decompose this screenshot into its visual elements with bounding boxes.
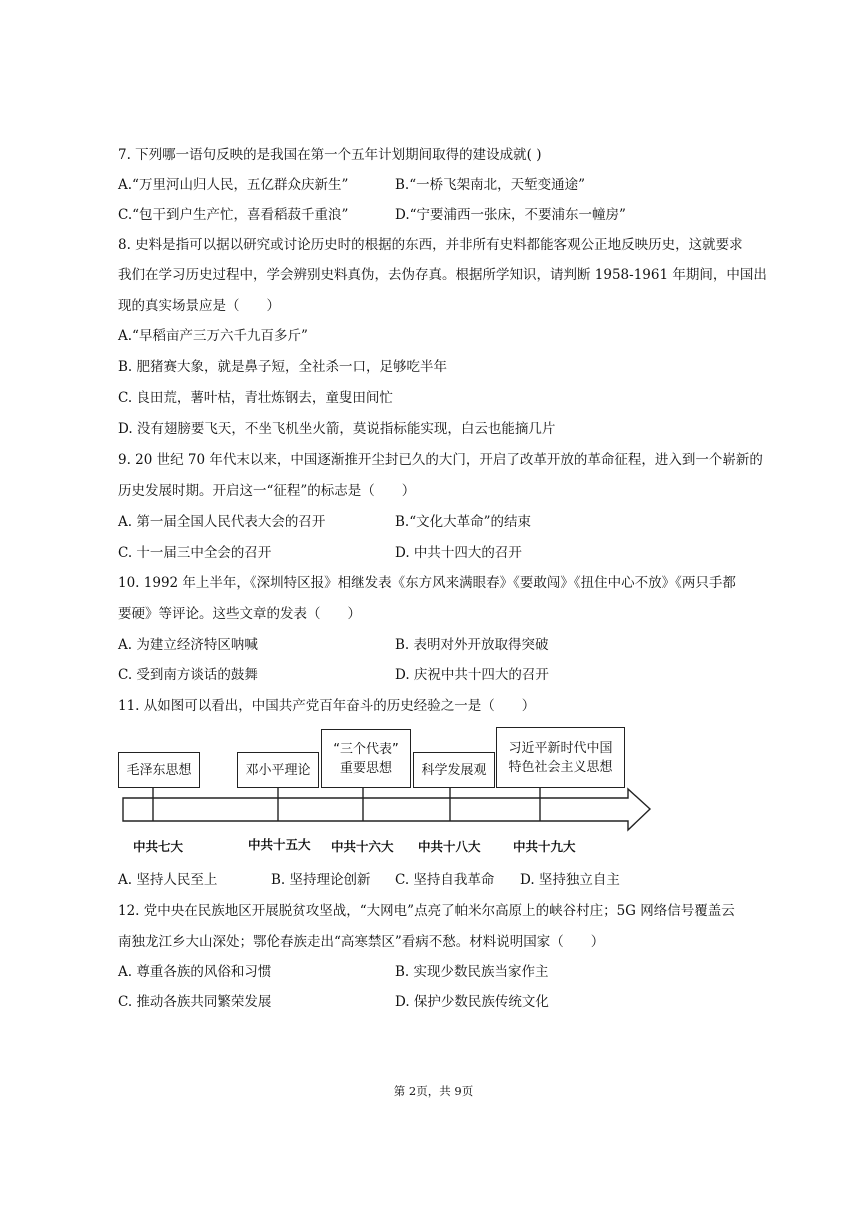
q7-stem: 7. 下列哪一语句反映的是我国在第一个五年计划期间取得的建设成就( ) xyxy=(118,147,542,163)
label-15th-congress: 中共十五大 xyxy=(248,837,311,852)
timeline-arrow xyxy=(123,789,650,830)
q7-option-c: C.“包干到户生产忙，喜看稻菽千重浪” xyxy=(118,207,349,223)
q12-stem-line-2: 南独龙江乡大山深处；鄂伦春族走出“高寒禁区”看病不愁。材料说明国家（ ） xyxy=(118,934,605,950)
q9-stem-line-2: 历史发展时期。开启这一“征程”的标志是（ ） xyxy=(118,483,416,499)
q10-option-b: B. 表明对外开放取得突破 xyxy=(395,637,549,653)
q12-option-d: D. 保护少数民族传统文化 xyxy=(395,994,549,1010)
q11-option-b: B. 坚持理论创新 xyxy=(271,872,371,888)
box-mao-zedong-thought: 毛泽东思想 xyxy=(118,752,200,788)
q9-option-a: A. 第一届全国人民代表大会的召开 xyxy=(118,514,326,530)
q11-option-a: A. 坚持人民至上 xyxy=(118,872,218,888)
box-xi-jinping-thought: 习近平新时代中国 特色社会主义思想 xyxy=(496,727,625,788)
q8-option-a: A.“早稻亩产三万六千九百多斤” xyxy=(118,328,308,344)
label-18th-congress: 中共十八大 xyxy=(418,839,481,854)
box-scientific-outlook: 科学发展观 xyxy=(413,752,495,788)
q11-option-d: D. 坚持独立自主 xyxy=(520,872,620,888)
page-footer: 第 2页，共 9页 xyxy=(393,1084,474,1098)
q7-option-a: A.“万里河山归人民，五亿群众庆新生” xyxy=(118,177,349,193)
q10-stem-line-1: 10. 1992 年上半年，《深圳特区报》相继发表《东方风来满眼春》《要敢闯》《扭住中心不放》《两只手都 xyxy=(118,575,736,591)
q7-option-b: B.“一桥飞架南北，天堑变通途” xyxy=(395,177,586,193)
q9-option-b: B.“文化大革命”的结束 xyxy=(395,514,532,530)
q8-stem-line-3: 现的真实场景应是（ ） xyxy=(118,298,280,314)
label-16th-congress: 中共十六大 xyxy=(331,839,394,854)
q12-stem-line-1: 12. 党中央在民族地区开展脱贫攻坚战，“大网电”点亮了帕米尔高原上的峡谷村庄；5G 网络信号覆盖云 xyxy=(118,903,735,919)
q12-option-b: B. 实现少数民族当家作主 xyxy=(395,964,549,980)
q8-option-c: C. 良田荒，薯叶枯，青壮炼钢去，童叟田间忙 xyxy=(118,390,393,406)
q10-option-c: C. 受到南方谈话的鼓舞 xyxy=(118,667,258,683)
box-deng-xiaoping-theory: 邓小平理论 xyxy=(237,752,319,788)
q12-option-a: A. 尊重各族的风俗和习惯 xyxy=(118,964,272,980)
q8-stem-line-1: 8. 史料是指可以据以研究或讨论历史时的根据的东西，并非所有史料都能客观公正地反映历史，这就要求 xyxy=(118,237,743,253)
q11-stem: 11. 从如图可以看出，中国共产党百年奋斗的历史经验之一是（ ） xyxy=(118,698,536,714)
q9-option-c: C. 十一届三中全会的召开 xyxy=(118,545,272,561)
label-19th-congress: 中共十九大 xyxy=(513,839,576,854)
q9-option-d: D. 中共十四大的召开 xyxy=(395,545,522,561)
label-7th-congress: 中共七大 xyxy=(133,839,184,854)
q10-option-a: A. 为建立经济特区呐喊 xyxy=(118,637,258,653)
box-three-represents: “三个代表” 重要思想 xyxy=(321,729,411,788)
q11-option-c: C. 坚持自我革命 xyxy=(395,872,495,888)
q12-option-c: C. 推动各族共同繁荣发展 xyxy=(118,994,272,1010)
q10-stem-line-2: 要硬》等评论。这些文章的发表（ ） xyxy=(118,606,361,622)
q8-stem-line-2: 我们在学习历史过程中，学会辨别史料真伪，去伪存真。根据所学知识，请判断 1958-1961 年期间，中国出 xyxy=(118,267,767,283)
q10-option-d: D. 庆祝中共十四大的召开 xyxy=(395,667,549,683)
q9-stem-line-1: 9. 20 世纪 70 年代末以来，中国逐渐推开尘封已久的大门，开启了改革开放的革命征程，进入到一个崭新的 xyxy=(118,452,763,468)
q8-option-b: B. 肥猪赛大象，就是鼻子短，全社杀一口，足够吃半年 xyxy=(118,359,448,375)
q8-option-d: D. 没有翅膀要飞天，不坐飞机坐火箭，莫说指标能实现，白云也能摘几片 xyxy=(118,421,556,437)
q7-option-d: D.“宁要浦西一张床，不要浦东一幢房” xyxy=(395,207,626,223)
